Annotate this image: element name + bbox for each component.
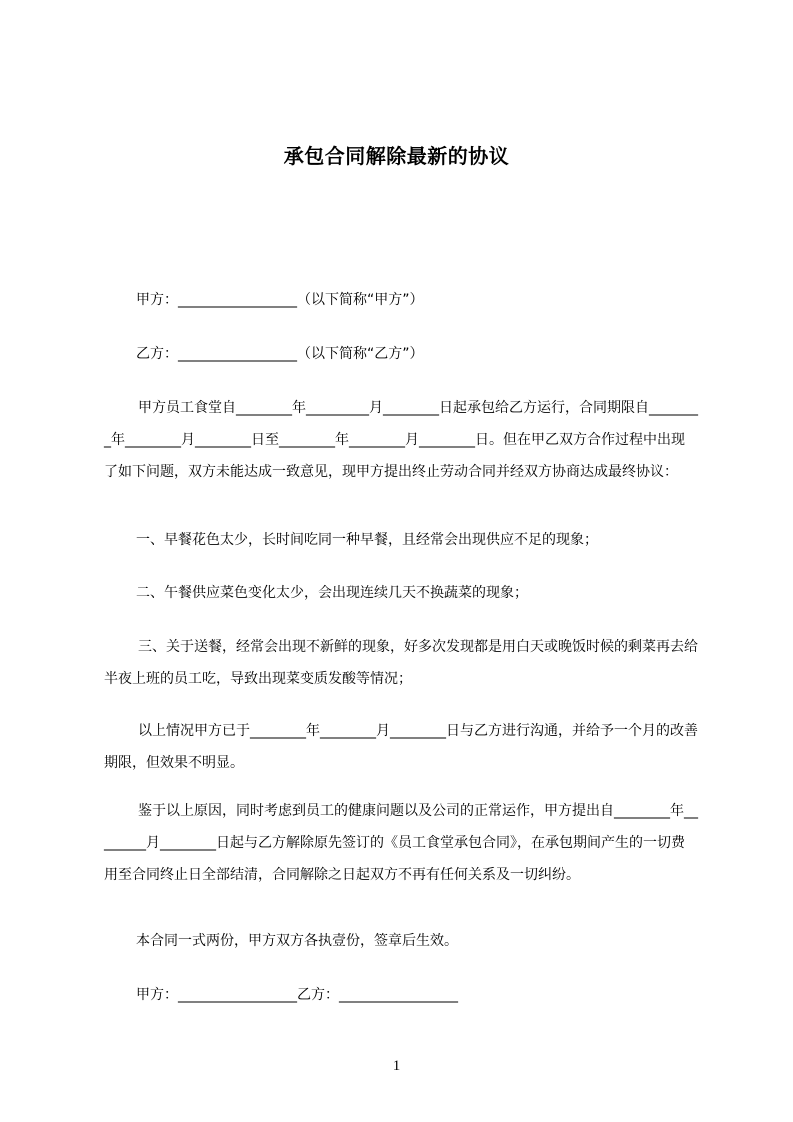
party-b-line: 乙方：_________________（以下简称“乙方”） bbox=[136, 346, 424, 362]
party-a-line: 甲方：_________________（以下简称“甲方”） bbox=[136, 292, 424, 308]
page-number: 1 bbox=[392, 1058, 401, 1074]
signature-line: 甲方：_________________乙方：_________________ bbox=[136, 987, 458, 1003]
communication-paragraph: 以上情况甲方已于________年________月________日与乙方进行沟通，并给予一个月的改善期限，但效果不明显。 bbox=[104, 723, 698, 771]
issue-item-2: 二、午餐供应菜色变化太少，会出现连续几天不换蔬菜的现象； bbox=[136, 585, 528, 601]
termination-paragraph: 鉴于以上原因，同时考虑到员工的健康问题以及公司的正常运作，甲方提出自________年________月________日起与乙方解除原先签订的《员工食堂承包合同》，在承包期间产生的一切费用至合同终止日全部结清，合同解除之日起双方不再有任何关系及一切纠纷。 bbox=[104, 803, 698, 883]
intro-paragraph: 甲方员工食堂自________年_________月________日起承包给乙方运行，合同期限自________年________月________日至________年________月________日。但在甲乙双方合作过程中出现了如下问题，双方未能达成一致意见，现甲方提出终止劳动合同并经双方协商达成最终协议： bbox=[104, 400, 698, 480]
issue-item-1: 一、早餐花色太少，长时间吃同一种早餐，且经常会出现供应不足的现象； bbox=[136, 532, 598, 548]
issue-item-3: 三、关于送餐，经常会出现不新鲜的现象，好多次发现都是用白天或晚饭时候的剩菜再去给半夜上班的员工吃，导致出现菜变质发酸等情况； bbox=[104, 639, 698, 687]
copies-line: 本合同一式两份，甲方双方各执壹份，签章后生效。 bbox=[136, 933, 458, 949]
document-title: 承包合同解除最新的协议 bbox=[283, 144, 510, 168]
